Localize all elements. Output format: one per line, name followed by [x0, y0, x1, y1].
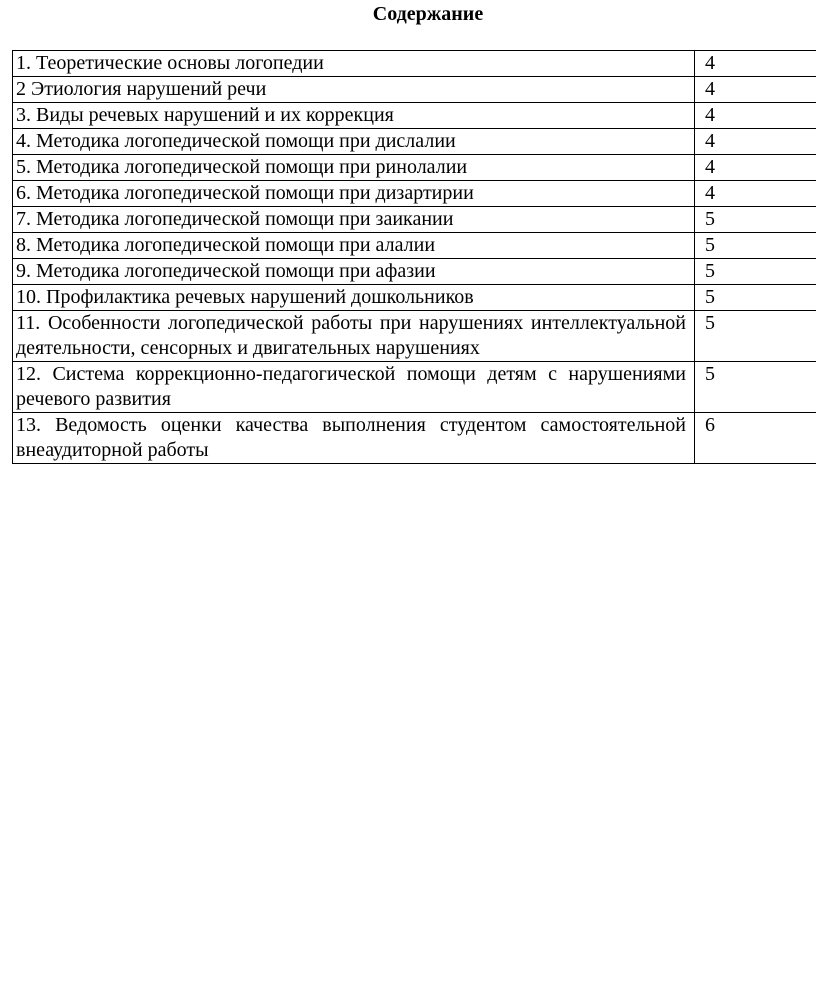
table-row	[13, 311, 816, 362]
table-row	[13, 77, 816, 103]
toc-entry-page: 5	[695, 259, 816, 285]
table-row	[13, 155, 816, 181]
table-row	[13, 103, 816, 129]
toc-entry-page: 4	[695, 77, 816, 103]
toc-entry-page: 4	[695, 129, 816, 155]
toc-entry-title: 9. Методика логопедической помощи при афазии	[13, 259, 695, 285]
table-row	[13, 259, 816, 285]
toc-entry-title: 11. Особенности логопедической работы при нарушениях интеллектуальной деятельности, сенсорных и двигательных нарушениях	[13, 311, 695, 362]
toc-entry-page: 6	[695, 413, 816, 464]
table-row	[13, 207, 816, 233]
toc-entry-title: 1. Теоретические основы логопедии	[13, 51, 695, 77]
toc-entry-title: 6. Методика логопедической помощи при дизартирии	[13, 181, 695, 207]
toc-entry-page: 4	[695, 103, 816, 129]
toc-entry-title: 10. Профилактика речевых нарушений дошкольников	[13, 285, 695, 311]
toc-entry-page: 4	[695, 155, 816, 181]
toc-entry-title: 8. Методика логопедической помощи при алалии	[13, 233, 695, 259]
table-row	[13, 233, 816, 259]
toc-entry-page: 5	[695, 233, 816, 259]
table-of-contents	[12, 50, 816, 464]
table-row	[13, 285, 816, 311]
toc-entry-page: 4	[695, 181, 816, 207]
toc-entry-page: 5	[695, 207, 816, 233]
toc-entry-title: 13. Ведомость оценки качества выполнения студентом самостоятельной внеаудиторной работы	[13, 413, 695, 464]
toc-entry-title: 5. Методика логопедической помощи при ринолалии	[13, 155, 695, 181]
table-row	[13, 362, 816, 413]
table-row	[13, 413, 816, 464]
toc-entry-title: 2 Этиология нарушений речи	[13, 77, 695, 103]
toc-entry-title: 3. Виды речевых нарушений и их коррекция	[13, 103, 695, 129]
toc-entry-title: 4. Методика логопедической помощи при дислалии	[13, 129, 695, 155]
table-row	[13, 181, 816, 207]
toc-entry-page: 5	[695, 285, 816, 311]
toc-entry-title: 12. Система коррекционно-педагогической помощи детям с нарушениями речевого развития	[13, 362, 695, 413]
toc-entry-page: 5	[695, 362, 816, 413]
page-title: Содержание	[372, 3, 484, 25]
toc-entry-title: 7. Методика логопедической помощи при заикании	[13, 207, 695, 233]
toc-entry-page: 4	[695, 51, 816, 77]
table-row	[13, 129, 816, 155]
toc-entry-page: 5	[695, 311, 816, 362]
table-row	[13, 51, 816, 77]
